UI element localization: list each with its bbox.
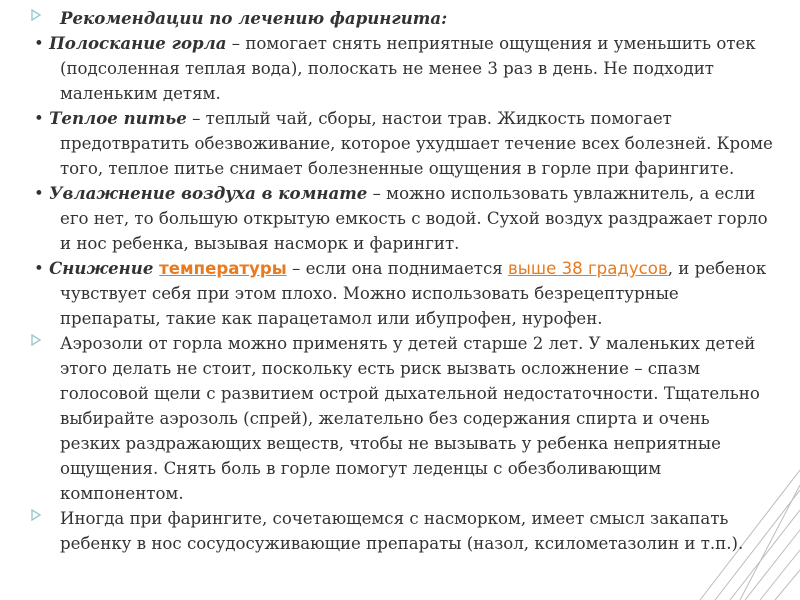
arrow-bullet-icon xyxy=(30,334,42,346)
above-38-link[interactable]: выше 38 градусов xyxy=(508,259,668,278)
item-text: – теплый чай, сборы, настои трав. Жидкость помогает предотвратить обезвоживание, которое ухудшает течение всех болезней. Кроме того, теплое питье снимает болезненные ощущения в горле при фарингите. xyxy=(60,109,773,178)
bullet: • xyxy=(34,259,44,278)
arrow-bullet-icon xyxy=(30,9,42,21)
item-text: – можно использовать увлажнитель, а если его нет, то большую открытую емкость с водой. Сухой воздух раздражает горло и нос ребенка, вызывая насморк и фарингит. xyxy=(60,184,768,253)
temperature-link[interactable]: температуры xyxy=(159,259,287,278)
list-item-warm-drink xyxy=(34,106,774,181)
bullet: • xyxy=(34,34,44,53)
heading-row xyxy=(34,6,774,31)
item-text: – если она поднимается xyxy=(286,259,509,278)
paragraph-text: Иногда при фарингите, сочетающемся с насморком, имеет смысл закапать ребенку в нос сосудосуживающие препараты (назол, ксилометазолин и т.п.). xyxy=(60,509,744,553)
paragraph-text: Аэрозоли от горла можно применять у детей старше 2 лет. У маленьких детей этого делать не стоит, поскольку есть риск вызвать осложнение – спазм голосовой щели с развитием острой дыхательной недостаточности. Тщательно выбирайте аэрозоль (спрей), желательно без содержания спирта и очень резких раздражающих веществ, чтобы не вызывать у ребенка неприятные ощущения. Снять боль в горле помогут леденцы с обезболивающим компонентом. xyxy=(60,334,760,503)
list-item-gargle xyxy=(34,31,774,106)
slide-content xyxy=(34,6,774,556)
bullet: • xyxy=(34,109,44,128)
item-text: – помогает снять неприятные ощущения и уменьшить отек (подсоленная теплая вода), полоскать не менее 3 раз в день. Не подходит маленьким детям. xyxy=(60,34,756,103)
list-item-temperature xyxy=(34,256,774,331)
paragraph-aerosols xyxy=(34,331,774,506)
list-item-humidify xyxy=(34,181,774,256)
item-term: Полоскание горла xyxy=(49,33,227,53)
heading-text: Рекомендации по лечению фарингита: xyxy=(60,8,448,28)
item-text: , и ребенок чувствует себя при этом плохо. Можно использовать безрецептурные препараты, такие как парацетамол или ибупрофен, нурофен. xyxy=(60,259,767,328)
item-term: Снижение xyxy=(49,258,160,278)
item-term: Теплое питье xyxy=(49,108,187,128)
item-term: Увлажнение воздуха в комнате xyxy=(49,183,368,203)
bullet: • xyxy=(34,184,44,203)
paragraph-nasal-drops xyxy=(34,506,774,556)
arrow-bullet-icon xyxy=(30,509,42,521)
